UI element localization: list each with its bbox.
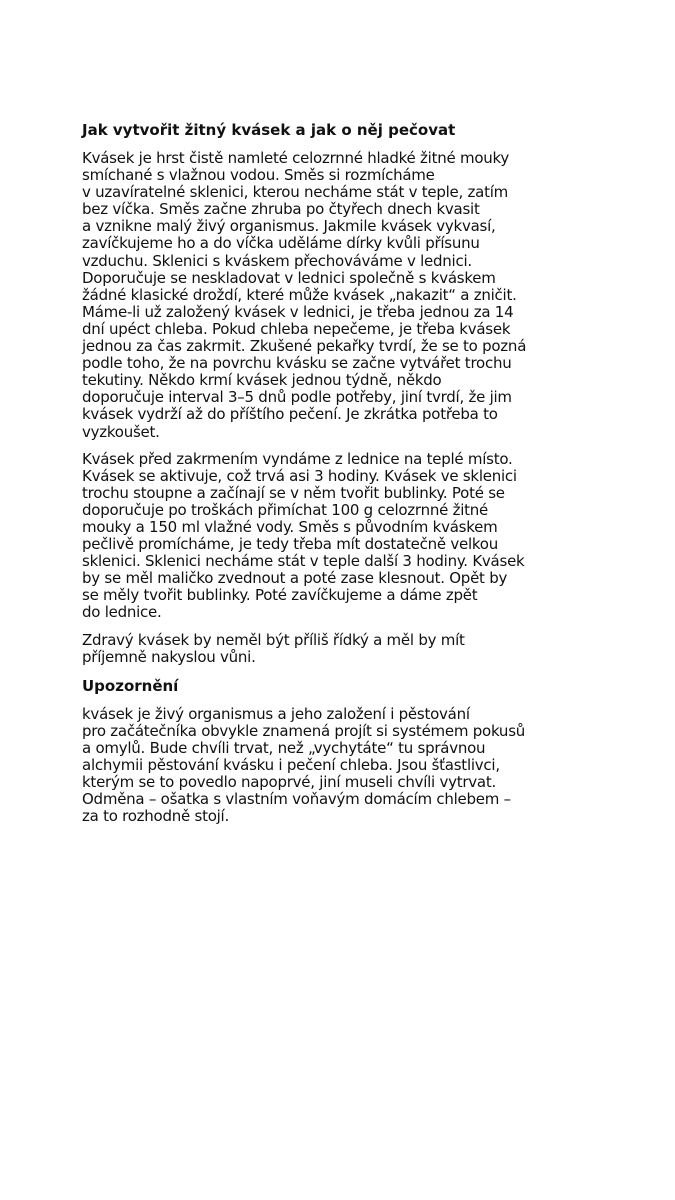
paragraph-healthy — [82, 632, 582, 666]
text-line: Odměna – ošatka s vlastním voňavým domácím chlebem – — [82, 790, 511, 809]
text-line: vyzkoušet. — [82, 422, 160, 441]
text-line: za to rozhodně stojí. — [82, 807, 229, 826]
text-line: kterým se to povedlo napoprvé, jiní museli chvíli vytrvat. — [82, 773, 496, 792]
text-line: a vznikne malý živý organismus. Jakmile kvásek vykvasí, — [82, 217, 496, 236]
text-line: tekutiny. Někdo krmí kvásek jednou týdně, někdo — [82, 371, 442, 390]
text-line: Kvásek se aktivuje, což trvá asi 3 hodiny. Kvásek ve sklenici — [82, 466, 517, 485]
text-line: zavíčkujeme ho a do víčka uděláme dírky kvůli přísunu — [82, 234, 480, 253]
paragraph-founding — [82, 150, 582, 441]
text-line: Doporučuje se neskladovat v lednici společně s kváskem — [82, 268, 496, 287]
text-line: v uzavíratelné sklenici, kterou necháme stát v teple, zatím — [82, 183, 509, 202]
text-line: podle toho, že na povrchu kvásku se začne vytvářet trochu — [82, 354, 512, 373]
text-line: sklenici. Sklenici necháme stát v teple další 3 hodiny. Kvásek — [82, 552, 525, 571]
text-line: kvásek je živý organismus a jeho založení i pěstování — [82, 704, 470, 723]
text-line: smíchané s vlažnou vodou. Směs si rozmícháme — [82, 166, 435, 185]
document-title: Jak vytvořit žitný kvásek a jak o něj pečovat — [82, 121, 456, 139]
paragraph-feeding — [82, 451, 582, 622]
text-line: Kvásek před zakrmením vyndáme z lednice na teplé místo. — [82, 449, 513, 468]
text-line: Zdravý kvásek by neměl být příliš řídký a měl by mít — [82, 630, 465, 649]
text-line: bez víčka. Směs začne zhruba po čtyřech dnech kvasit — [82, 200, 480, 219]
text-line: žádné klasické droždí, které může kvásek „nakazit“ a zničit. — [82, 285, 517, 304]
text-line: do lednice. — [82, 603, 162, 622]
paragraph-warning — [82, 706, 582, 826]
text-line: jednou za čas zakrmit. Zkušené pekařky tvrdí, že se to pozná — [82, 337, 527, 356]
document-page — [82, 120, 582, 835]
text-line: doporučuje interval 3–5 dnů podle potřeby, jiní tvrdí, že jim — [82, 388, 512, 407]
text-line: Kvásek je hrst čistě namleté celozrnné hladké žitné mouky — [82, 149, 510, 167]
text-line: by se měl maličko zvednout a poté zase klesnout. Opět by — [82, 569, 508, 588]
text-line: dní upéct chleba. Pokud chleba nepečeme, je třeba kvásek — [82, 319, 511, 338]
text-line: pečlivě promícháme, je tedy třeba mít dostatečně velkou — [82, 535, 498, 554]
text-line: mouky a 150 ml vlažné vody. Směs s původním kváskem — [82, 517, 498, 536]
text-line: se měly tvořit bublinky. Poté zavíčkujeme a dáme zpět — [82, 586, 478, 605]
text-line: pro začátečníka obvykle znamená projít si systémem pokusů — [82, 721, 526, 740]
text-line: alchymii pěstování kvásku i pečení chleba. Jsou šťastlivci, — [82, 756, 500, 774]
text-line: Máme-li už založený kvásek v lednici, je třeba jednou za 14 — [82, 302, 514, 321]
text-line: kvásek vydrží až do příštího pečení. Je zkrátka potřeba to — [82, 405, 498, 424]
text-line: a omylů. Bude chvíli trvat, než „vychytáte“ tu správnou — [82, 738, 486, 757]
text-line: doporučuje po troškách přimíchat 100 g celozrnné žitné — [82, 500, 488, 519]
text-line: příjemně nakyslou vůni. — [82, 647, 256, 666]
warning-heading: Upozornění — [82, 676, 179, 695]
text-line: vzduchu. Sklenici s kváskem přechováváme v lednici. — [82, 251, 472, 270]
text-line: trochu stoupne a začínají se v něm tvořit bublinky. Poté se — [82, 483, 505, 502]
